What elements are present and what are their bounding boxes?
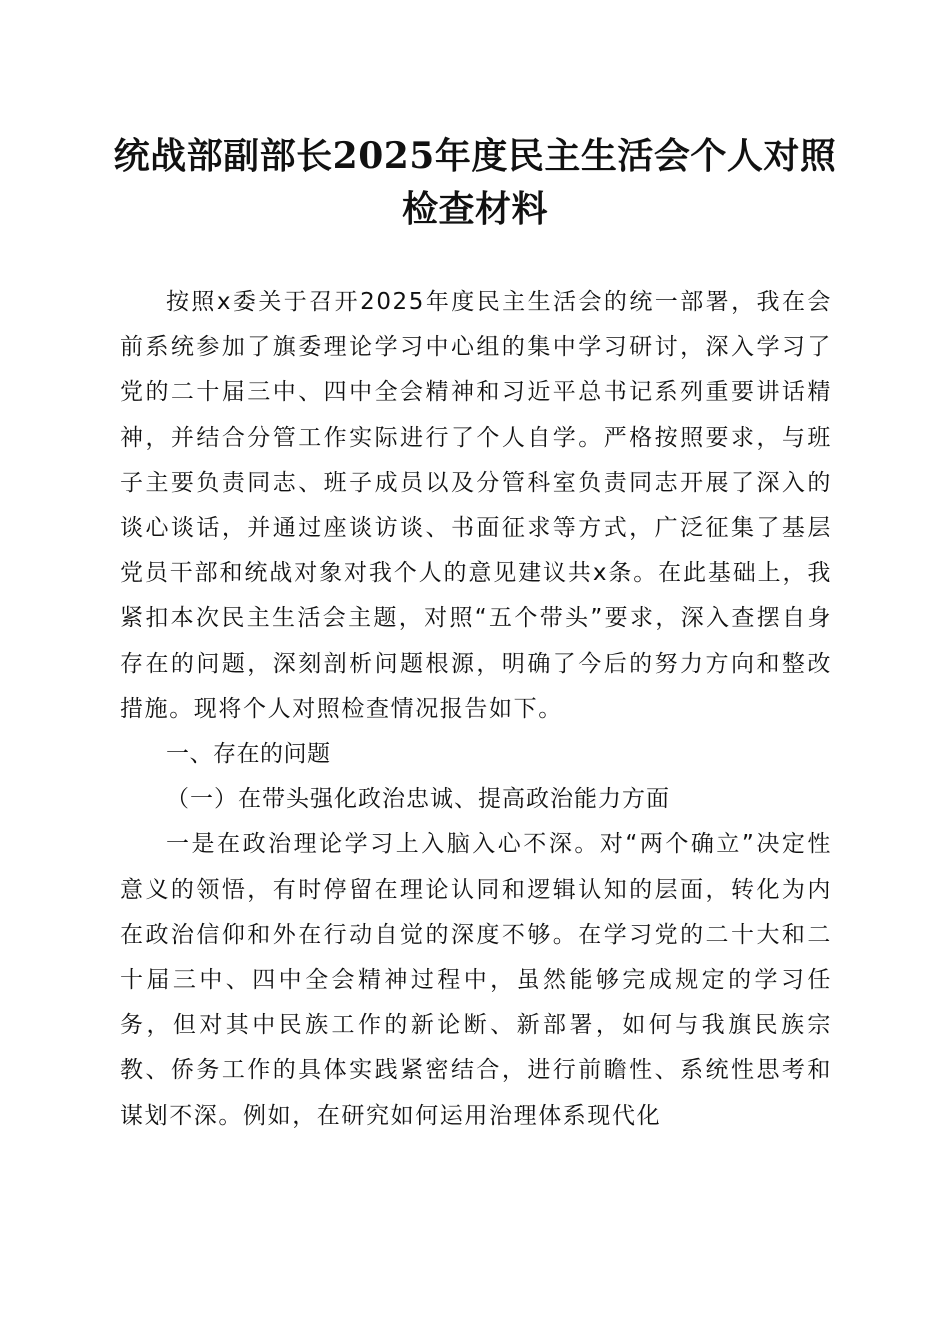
title-line-2: 检查材料 [401, 188, 548, 230]
document-title [110, 130, 840, 236]
body-paragraph: 一是在政治理论学习上入脑入心不深。对“两个确立”决定性意义的领悟，有时停留在理论认同和逻辑认知的层面，转化为内在政治信仰和外在行动自觉的深度不够。在学习党的二十大和二十届三中、四中全会精神过程中，虽然能够完成规定的学习任务，但对其中民族工作的新论断、新部署，如何与我旗民族宗教、侨务工作的具体实践紧密结合，进行前瞻性、系统性思考和谋划不深。例如，在研究如何运用治理体系现代化 [120, 831, 832, 1129]
document-body [120, 280, 832, 1139]
title-line-1: 统战部副部长2025年度民主生活会个人对照 [113, 135, 837, 177]
subsection-heading: （一）在带头强化政治忠诚、提高政治能力方面 [166, 786, 670, 813]
section-heading: 一、存在的问题 [166, 741, 331, 768]
intro-paragraph: 按照x委关于召开2025年度民主生活会的统一部署，我在会前系统参加了旗委理论学习中心组的集中学习研讨，深入学习了党的二十届三中、四中全会精神和习近平总书记系列重要讲话精神，并结合分管工作实际进行了个人自学。严格按照要求，与班子主要负责同志、班子成员以及分管科室负责同志开展了深入的谈心谈话，并通过座谈访谈、书面征求等方式，广泛征集了基层党员干部和统战对象对我个人的意见建议共x条。在此基础上，我紧扣本次民主生活会主题，对照“五个带头”要求，深入查摆自身存在的问题，深刻剖析问题根源，明确了今后的努力方向和整改措施。现将个人对照检查情况报告如下。 [120, 289, 832, 722]
